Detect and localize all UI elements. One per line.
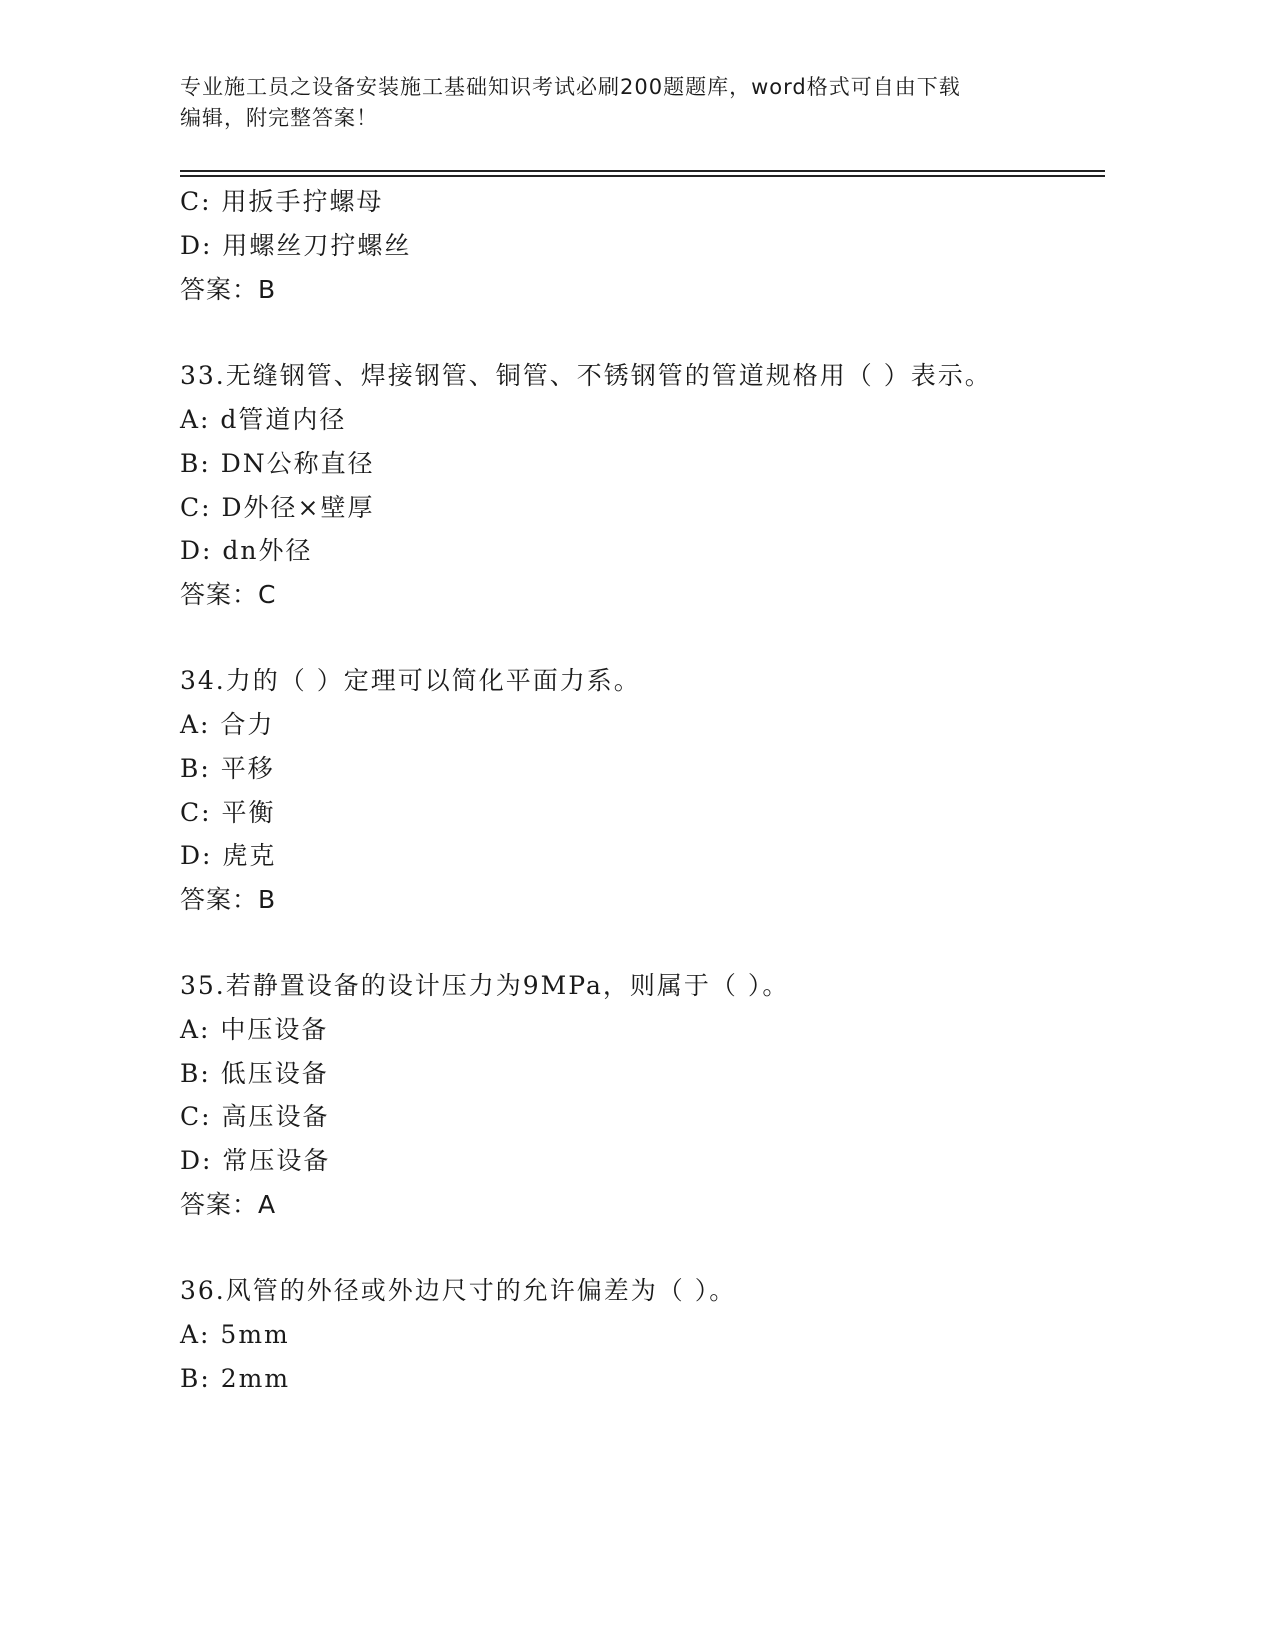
option-line: A: d管道内径 [180, 405, 347, 434]
question-line: 36.风管的外径或外边尺寸的允许偏差为（ ）。 [180, 1276, 737, 1305]
option-line: B: 低压设备 [180, 1059, 329, 1088]
option-line: C: D外径×壁厚 [180, 493, 375, 522]
option-line: D: 虎克 [180, 841, 277, 870]
answer-line: 答案：A [180, 1190, 277, 1219]
option-line: C: 高压设备 [180, 1102, 330, 1131]
option-line: A: 中压设备 [180, 1015, 329, 1044]
option-line: D: 常压设备 [180, 1146, 331, 1175]
option-line: D: dn外径 [180, 536, 313, 565]
option-line: B: 平移 [180, 754, 275, 783]
question-line: 33.无缝钢管、焊接钢管、铜管、不锈钢管的管道规格用（ ）表示。 [180, 361, 992, 390]
option-line: B: DN公称直径 [180, 449, 375, 478]
header-line-1: 专业施工员之设备安装施工基础知识考试必刷200题题库，word格式可自由下载 [180, 75, 961, 99]
option-line: D: 用螺丝刀拧螺丝 [180, 231, 412, 260]
header-line-2: 编辑，附完整答案！ [180, 106, 378, 130]
option-line: A: 合力 [180, 710, 275, 739]
answer-line: 答案：B [180, 885, 277, 914]
option-line: C: 用扳手拧螺母 [180, 187, 384, 216]
header-divider-bottom [180, 175, 1105, 177]
option-line: A: 5mm [180, 1320, 290, 1349]
answer-line: 答案：C [180, 580, 277, 609]
option-line: C: 平衡 [180, 798, 276, 827]
option-line: B: 2mm [180, 1364, 291, 1393]
document-header [180, 72, 1040, 134]
question-line: 34.力的（ ）定理可以简化平面力系。 [180, 666, 641, 695]
header-divider-top [180, 170, 1105, 172]
question-line: 35.若静置设备的设计压力为9MPa，则属于（ ）。 [180, 971, 790, 1000]
answer-line: 答案：B [180, 275, 277, 304]
